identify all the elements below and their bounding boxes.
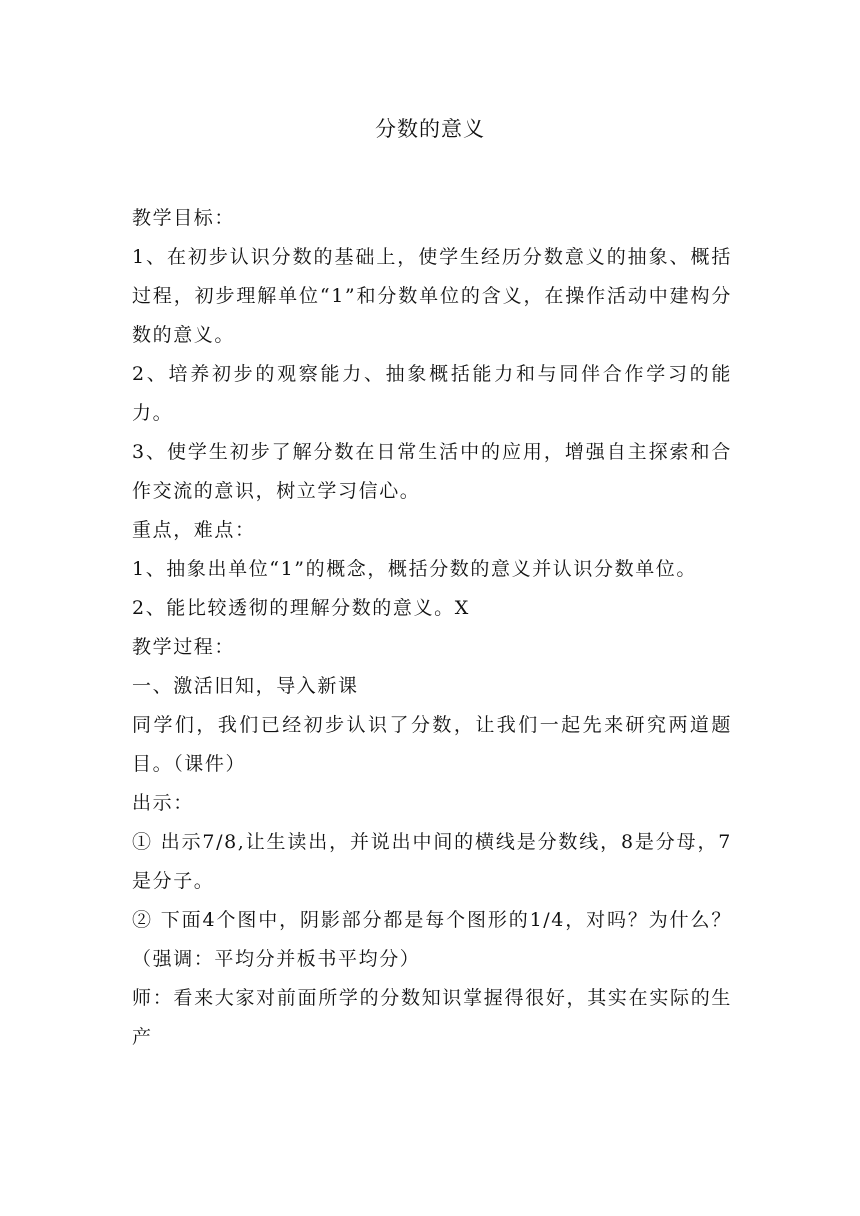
- key-point-2: 2、能比较透彻的理解分数的意义。X: [132, 597, 470, 619]
- goal-item-2: 2、培养初步的观察能力、抽象概括能力和与同伴合作学习的能力。: [132, 363, 732, 424]
- heading-teaching-goals: 教学目标：: [132, 207, 236, 229]
- exercise-item-1: ① 出示7/8,让生读出，并说出中间的横线是分数线，8是分母，7是分子。: [132, 831, 732, 892]
- document-body: [132, 199, 732, 1057]
- key-point-1: 1、抽象出单位“1”的概念，概括分数的意义并认识分数单位。: [132, 558, 698, 580]
- exercise-item-2: ② 下面4个图中，阴影部分都是每个图形的1/4，对吗？为什么？（强调：平均分并板书平均分）: [132, 909, 732, 970]
- body-paragraph: 师：看来大家对前面所学的分数知识掌握得很好，其实在实际的生产: [132, 987, 732, 1048]
- label-show: 出示：: [132, 792, 194, 814]
- section-heading-1: 一、激活旧知，导入新课: [132, 675, 359, 697]
- goal-item-3: 3、使学生初步了解分数在日常生活中的应用，增强自主探索和合作交流的意识，树立学习信心。: [132, 441, 732, 502]
- body-paragraph: 同学们，我们已经初步认识了分数，让我们一起先来研究两道题目。（课件）: [132, 714, 732, 775]
- document-title: 分数的意义: [375, 117, 485, 141]
- heading-teaching-process: 教学过程：: [132, 636, 236, 658]
- goal-item-1: 1、在初步认识分数的基础上，使学生经历分数意义的抽象、概括过程，初步理解单位“1”和分数单位的含义，在操作活动中建构分数的意义。: [132, 246, 732, 346]
- heading-key-points: 重点，难点：: [132, 519, 256, 541]
